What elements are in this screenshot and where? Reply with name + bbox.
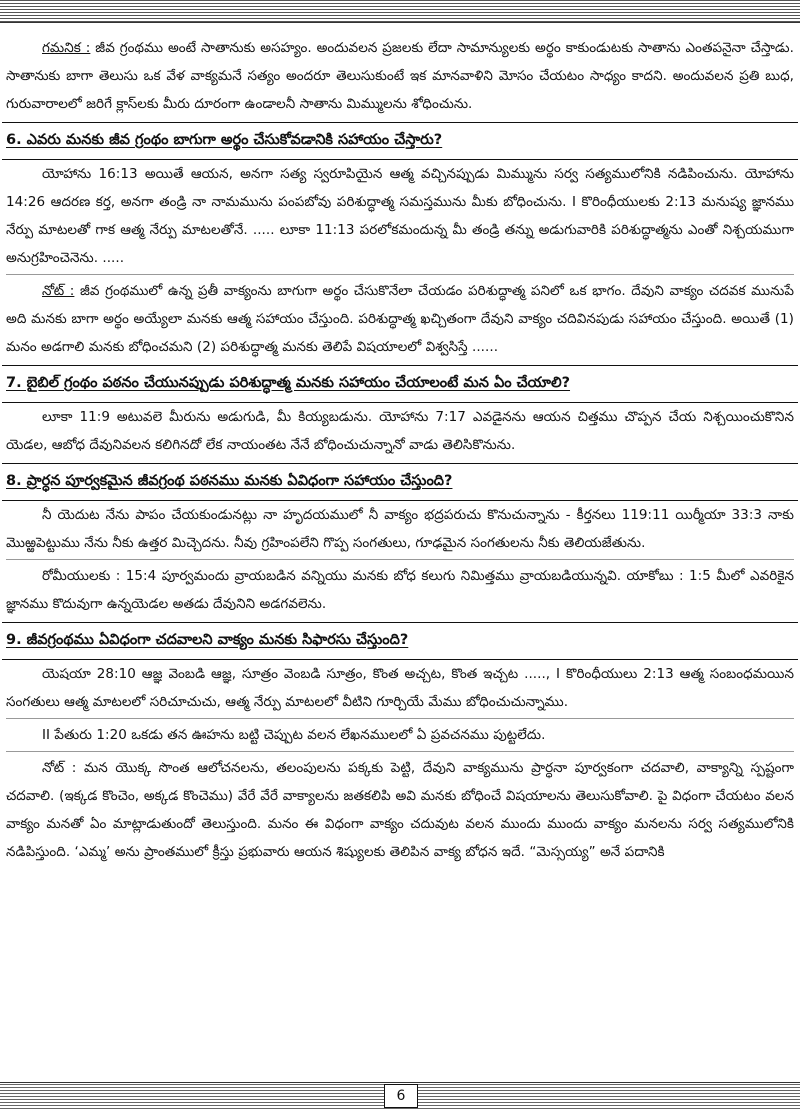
top-decorative-bar bbox=[0, 0, 800, 23]
section-divider bbox=[2, 622, 798, 623]
note-label: గమనిక : bbox=[42, 40, 91, 56]
paragraph bbox=[0, 403, 800, 459]
paragraph bbox=[0, 277, 800, 361]
section-heading-9: 9. జీవగ్రంథము ఏవిధంగా చదవాలని వాక్యం మనకు సిఫారసు చేస్తుంది? bbox=[6, 632, 409, 648]
section-heading-6: 6. ఎవరు మనకు జీవ గ్రంథం బాగుగా అర్థం చేసుకోవడానికి సహాయం చేస్తారు? bbox=[6, 132, 443, 148]
paragraph-text: జీవ గ్రంథములో ఉన్న ప్రతీ వాక్యంను బాగుగా అర్థం చేసుకొనేలా చేయడం పరిశుద్ధాత్మ పనిలో ఒక భాగం. దేవుని వాక్యం చదవక మునుపే అది మనకు బాగా అర్థం అయ్యేలా మనకు ఆత్మ సహాయం చేస్తుంది. పరిశుద్ధాత్మ ఖచ్చితంగా దేవుని వాక్యం చదివినపుడు సహాయం చేస్తుంది. అయితే (1) మనం అడగాలి మనకు బోధించమని (2) పరిశుద్ధాత్మ మనకు తెలిపే విషయాలలో విశ్వసిస్తే ...... bbox=[6, 283, 794, 355]
paragraph-divider bbox=[6, 751, 794, 752]
paragraph-text: మన యొక్క సొంత ఆలోచనలను, తలంపులను పక్కకు పెట్టి, దేవుని వాక్యమును ప్రార్ధనా పూర్వకంగా చదవాలి, వాక్యాన్ని స్పష్టంగా చదవాలి. (ఇక్కడ కొంచెం, అక్కడ కొంచెము) వేరే వేరే వాక్యాలను జతకలిపి అవి మనకు బోధించే విషయాలను తెలుసుకోవాలి. పై విధంగా చేయటం వలన వాక్యం మనతో ఏం మాట్లాడుతుందో తెలుస్తుంది. మనం ఈ విధంగా వాక్యం చదువుట వలన ముందు ముందు వాక్యం మనలను సర్వ సత్యములోనికి నడిపిస్తుంది. ‘ఎమ్మ’ అను ప్రాంతములో క్రీస్తు ప్రభువారు ఆయన శిష్యులకు తెలిపిన వాక్య బోధన ఇదే. “మెస్సయ్య” అనే పదానికి bbox=[6, 760, 795, 860]
paragraph-text: యెషయా 28:10 ఆజ్ఞ వెంబడి ఆజ్ఞ, సూత్రం వెంబడి సూత్రం, కొంత అచ్చట, కొంత ఇచ్చట ....., I కొరింధీయులు 2:13 ఆత్మ సంబంధమయిన సంగతులు ఆత్మ మాటలలో సరిచూచుచు, ఆత్మ నేర్పు మాటలలో వీటిని గూర్చియే మేము బోధించుచున్నాము. bbox=[6, 666, 794, 710]
paragraph bbox=[0, 721, 800, 749]
section-divider bbox=[2, 122, 798, 123]
intro-note bbox=[0, 34, 800, 118]
page-content bbox=[0, 34, 800, 1074]
section-divider bbox=[2, 463, 798, 464]
paragraph-label: నోట్ : bbox=[42, 283, 75, 299]
paragraph bbox=[0, 562, 800, 618]
paragraph bbox=[0, 160, 800, 272]
paragraph-text: నీ యెదుట నేను పాపం చేయకుండునట్లు నా హృదయములో నీ వాక్యం భద్రపరుచు కొనుచున్నాను - కీర్తనలు 119:11 యిర్మీయా 33:3 నాకు మొఱ్ఱపెట్టుము నేను నీకు ఉత్తర మిచ్చెదను. నీవు గ్రహింపలేని గొప్ప సంగతులు, గూఢమైన సంగతులను నీకు తెలియజేతును. bbox=[6, 507, 794, 551]
paragraph bbox=[0, 754, 800, 866]
section-heading-8: 8. ప్రార్ధన పూర్వకమైన జీవగ్రంథ పఠనము మనకు ఏవిధంగా సహాయం చేస్తుంది? bbox=[6, 473, 453, 489]
paragraph-text: రోమీయులకు : 15:4 పూర్వమందు వ్రాయబడిన వన్నియు మనకు బోధ కలుగు నిమిత్తము వ్రాయబడియున్నవి. యాకోబు : 1:5 మీలో ఎవరికైన జ్ఞానము కొదువుగా ఉన్నయెడల అతడు దేవునిని అడగవలెను. bbox=[6, 568, 794, 612]
paragraph-text: యోహాను 16:13 అయితే ఆయన, అనగా సత్య స్వరూపియైన ఆత్మ వచ్చినప్పుడు మిమ్మును సర్వ సత్యములోనికి నడిపించును. యోహాను 14:26 ఆదరణ కర్త, అనగా తండ్రి నా నామమును పంపబోవు పరిశుద్ధాత్మ సమస్తమును మీకు బోధించును. I కొరింధీయులకు 2:13 మనుష్య జ్ఞానము నేర్పు మాటలతో గాక ఆత్మ నేర్పు మాటలతోనే. ..... లూకా 11:13 పరలోకమందున్న మీ తండ్రి తన్ను అడుగువారికి పరిశుద్ధాత్మను ఎంతో నిశ్చయముగా అనుగ్రహించెనెను. ..... bbox=[6, 166, 794, 266]
paragraph-text: లూకా 11:9 అటువలె మీరును అడుగుడి, మీ కియ్యబడును. యోహాను 7:17 ఎవడైనను ఆయన చిత్తము చొప్పన చేయ నిశ్చయించుకొనిన యెడల, ఆబోధ దేవునివలన కలిగినదో లేక నాయంతట నేనే బోధించుచున్నానో వాడు తెలిసికొనును. bbox=[6, 409, 794, 453]
paragraph bbox=[0, 660, 800, 716]
paragraph-text: II పేతురు 1:20 ఒకడు తన ఊహను బట్టి చెప్పుట వలన లేఖనములలో ఏ ప్రవచనము పుట్టలేదు. bbox=[42, 727, 546, 743]
section-divider bbox=[2, 365, 798, 366]
paragraph bbox=[0, 501, 800, 557]
section-heading-7: 7. బైబిల్ గ్రంథం పఠనం చేయునప్పుడు పరిశుద్ధాత్మ మనకు సహాయం చేయాలంటే మన ఏం చేయాలి? bbox=[6, 375, 571, 391]
page-number: 6 bbox=[384, 1084, 418, 1108]
paragraph-divider bbox=[6, 559, 794, 560]
paragraph-divider bbox=[6, 718, 794, 719]
paragraph-label: నోట్ : bbox=[42, 760, 77, 776]
paragraph-divider bbox=[6, 274, 794, 275]
note-text: జీవ గ్రంథము అంటే సాతానుకు అసహ్యం. అందువలన ప్రజలకు లేదా సామాన్యులకు అర్థం కాకుండుటకు సాతాను ఎంతపనైనా చేస్తాడు. సాతానుకు బాగా తెలుసు ఒక వేళ వాక్యమనే సత్యం అందరూ తెలుసుకుంటే ఇక మానవాళిని మోసం చేయటం సాధ్యం కాదని. అందువలన ప్రతి బుధ, గురువారాలలో జరిగే క్లాస్‌లకు మీరు దూరంగా ఉండాలనీ సాతాను మిమ్ములను శోధించును. bbox=[6, 40, 794, 112]
